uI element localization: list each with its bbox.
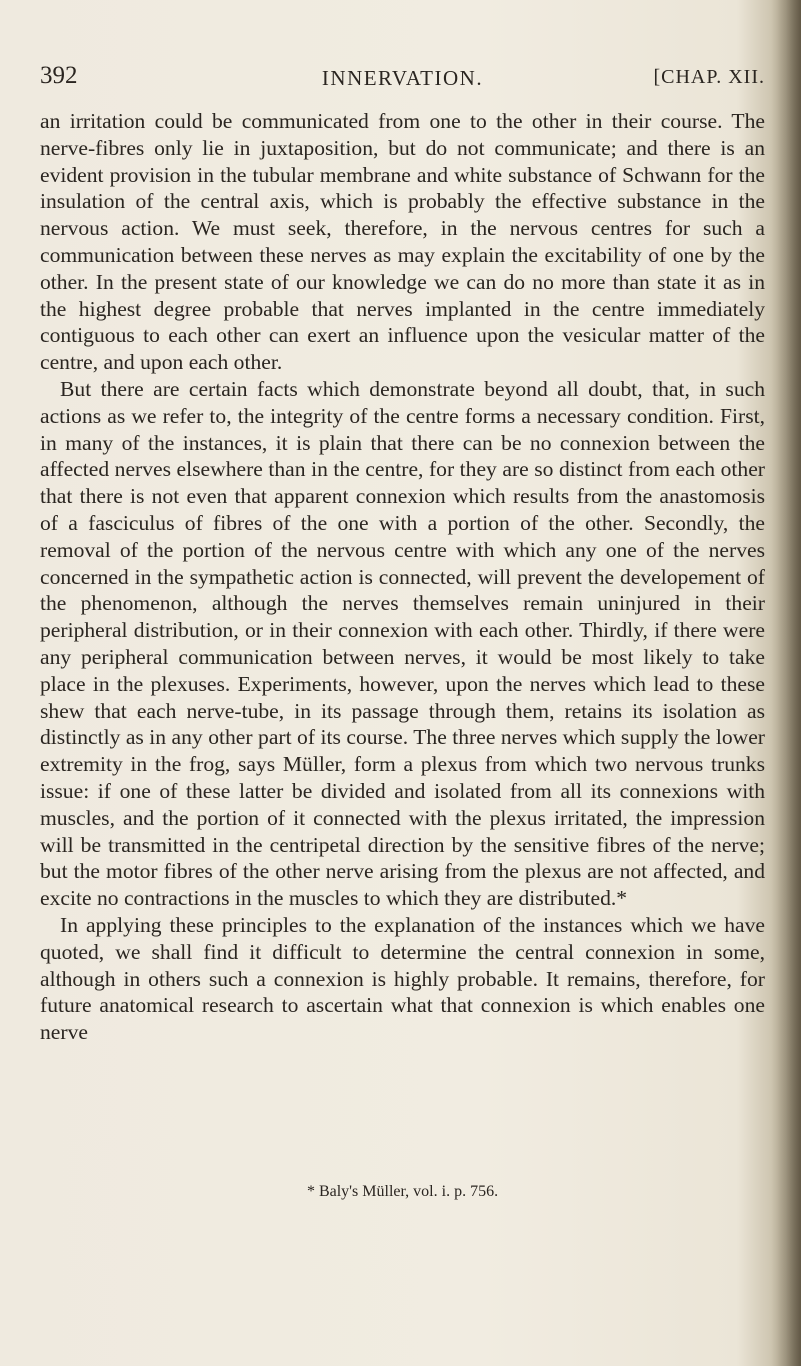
page-edge-shadow — [771, 0, 801, 1366]
paragraph: But there are certain facts which demonstrate beyond all doubt, that, in such actions as we refer to, the integrity of the centre forms a necessary condition. First, in many of the instances, it is plain that there can be no connexion between the affected nerves elsewhere than in the centre, for they are so distinct from each other that there is not even that apparent connexion which results from the anastomosis of a fasciculus of fibres of the one with a portion of the other. Secondly, the removal of the portion of the nervous centre with which any one of the nerves concerned in the sympathetic action is connected, will prevent the developement of the phenomenon, although the nerves themselves remain uninjured in their peripheral distribution, or in their connexion with each other. Thirdly, if there were any peripheral communication between nerves, it would be most likely to take place in the plexuses. Experiments, however, upon the nerves which lead to these shew that each nerve-tube, in its passage through them, retains its isolation as distinctly as in any other part of its course. The three nerves which supply the lower extremity in the frog, says Müller, form a plexus from which two nervous trunks issue: if one of these latter be divided and isolated from all its connexions with muscles, and the portion of it connected with the plexus irritated, the impression will be transmitted in the centripetal direction by the sensitive fibres of the nerve; but the motor fibres of the other nerve arising from the plexus are not affected, and excite no contractions in the muscles to which they are distributed.* — [40, 376, 765, 911]
footnote: * Baly's Müller, vol. i. p. 756. — [306, 1183, 499, 1200]
page-header — [40, 62, 765, 98]
paragraph: an irritation could be communicated from one to the other in their course. The nerve-fibres only lie in juxtaposition, but do not communicate; and there is an evident provision in the tubular membrane and white substance of Schwann for the insulation of the central axis, which is probably the effective substance in the nervous action. We must seek, therefore, in the nervous centres for such a communication between these nerves as may explain the excitability of one by the other. In the present state of our knowledge we can do no more than state it as in the highest degree probable that nerves implanted in the centre immediately contiguous to each other can exert an influence upon the vesicular matter of the centre, and upon each other. — [40, 109, 765, 375]
page-number: 392 — [40, 62, 78, 89]
paragraph: In applying these principles to the explanation of the instances which we have quoted, we shall find it difficult to determine the central connexion in some, although in others such a connexion is highly probable. It remains, therefore, for future anatomical research to ascertain what that connexion is which enables one nerve — [40, 912, 765, 1045]
chapter-reference: [CHAP. XII. — [653, 66, 765, 88]
body-text — [40, 108, 765, 1046]
running-title: INNERVATION. — [321, 66, 484, 90]
